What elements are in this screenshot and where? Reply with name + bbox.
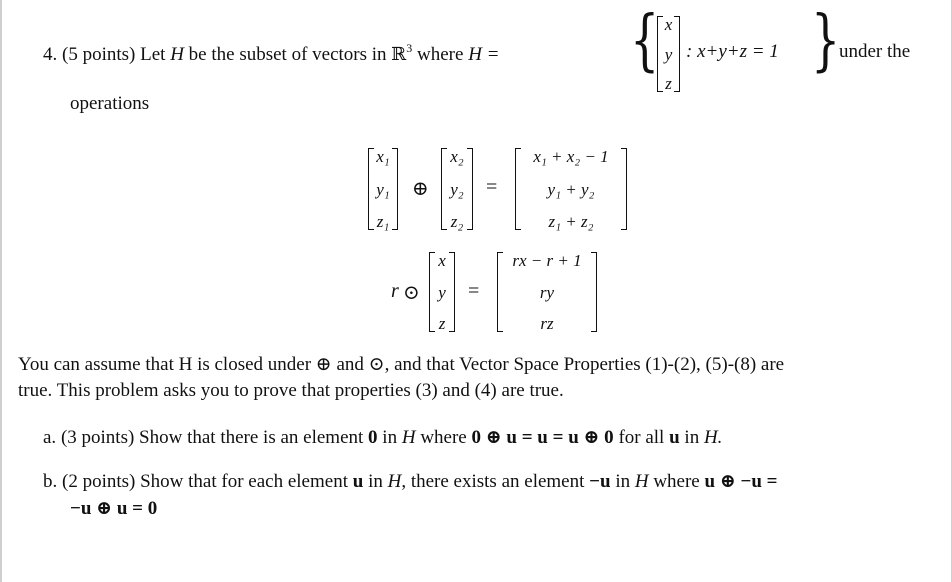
part-b <box>43 470 777 493</box>
odot-symbol: ⊙ <box>403 282 420 304</box>
set-condition: : x+y+z = 1 <box>686 41 779 62</box>
sv-z: z <box>438 314 446 333</box>
real-numbers-symbol: ℝ <box>391 44 407 65</box>
part-a-label: a. <box>43 427 57 448</box>
part-b-text-5: where <box>653 471 700 492</box>
left-set-brace: { <box>630 0 660 79</box>
v2-y: y₂ <box>450 179 464 199</box>
part-b-h-2: H <box>634 471 649 492</box>
right-set-brace: } <box>811 0 841 79</box>
part-b-u: u <box>352 471 364 492</box>
where-text: where <box>417 44 464 65</box>
v1-y: y₁ <box>376 179 390 199</box>
part-a-equation: 0 ⊕ u = u = u ⊕ 0 <box>471 427 614 448</box>
v1-z: z₁ <box>376 212 390 231</box>
body-line-2: true. This problem asks you to prove that properties (3) and (4) are true. <box>18 380 564 401</box>
part-b-text-2: in <box>368 471 383 492</box>
scalar-vector <box>429 252 455 332</box>
part-a-text-3: where <box>420 427 467 448</box>
result-z: z₁ + z₂ <box>548 212 594 231</box>
part-b-equation-2: −u ⊕ u = 0 <box>70 498 158 519</box>
scalar-r: r <box>391 280 399 302</box>
part-a-text-5: in <box>684 427 700 448</box>
sv-y: y <box>438 282 446 302</box>
problem-number: 4. (5 points) <box>43 44 136 65</box>
addition-equals: = <box>486 176 498 198</box>
addition-vector-2 <box>441 148 473 230</box>
addition-vector-1 <box>368 148 398 230</box>
part-a-h: H <box>401 427 416 448</box>
part-a-text-2: in <box>382 427 398 448</box>
addition-result-vector <box>515 148 627 230</box>
part-b-equation-1: u ⊕ −u = <box>704 471 778 492</box>
set-vector-z: z <box>665 74 672 93</box>
scalar-equals: = <box>468 280 480 302</box>
zero-vector: 0 <box>368 427 378 448</box>
h-equals: H = <box>468 44 500 65</box>
sr-x: rx − r + 1 <box>512 251 582 270</box>
scalar-result-vector <box>497 252 597 332</box>
part-b-label: b. <box>43 471 58 492</box>
set-vector <box>657 16 680 92</box>
part-a-text-4: for all <box>618 427 665 448</box>
result-y: y₁ + y₂ <box>547 179 595 199</box>
v2-z: z₂ <box>450 212 464 231</box>
part-b-text-4: in <box>615 471 631 492</box>
part-b-neg-u: −u <box>589 471 611 492</box>
result-x: x₁ + x₂ − 1 <box>533 147 609 166</box>
part-b-h: H <box>387 471 402 492</box>
body-line-1: You can assume that H is closed under ⊕ and ⊙, and that Vector Space Properties (1)-(2), (5)-(8) are <box>18 354 785 375</box>
set-vector-x: x <box>664 15 673 34</box>
part-b-text-3: , there exists an element <box>401 471 585 492</box>
part-a-u: u <box>669 427 680 448</box>
operations-text: operations <box>70 93 150 114</box>
part-a <box>43 426 722 449</box>
part-b-text-1: (2 points) Show that for each element <box>62 471 348 492</box>
left-page-edge <box>0 0 2 582</box>
v1-x: x₁ <box>376 147 390 166</box>
under-the-text: under the <box>839 41 911 62</box>
v2-x: x₂ <box>450 147 464 166</box>
set-symbol-h: H <box>170 44 184 65</box>
sr-z: rz <box>540 314 554 333</box>
oplus-symbol: ⊕ <box>412 178 429 200</box>
sr-y: ry <box>539 282 555 302</box>
set-vector-y: y <box>664 44 673 64</box>
intro-text: Let <box>140 44 166 65</box>
sv-x: x <box>438 251 446 270</box>
part-a-text-1: (3 points) Show that there is an element <box>60 427 364 448</box>
dimension-superscript: 3 <box>406 41 413 55</box>
problem-header <box>43 41 499 66</box>
part-a-end: H. <box>703 427 723 448</box>
subset-text: be the subset of vectors in <box>188 44 387 65</box>
